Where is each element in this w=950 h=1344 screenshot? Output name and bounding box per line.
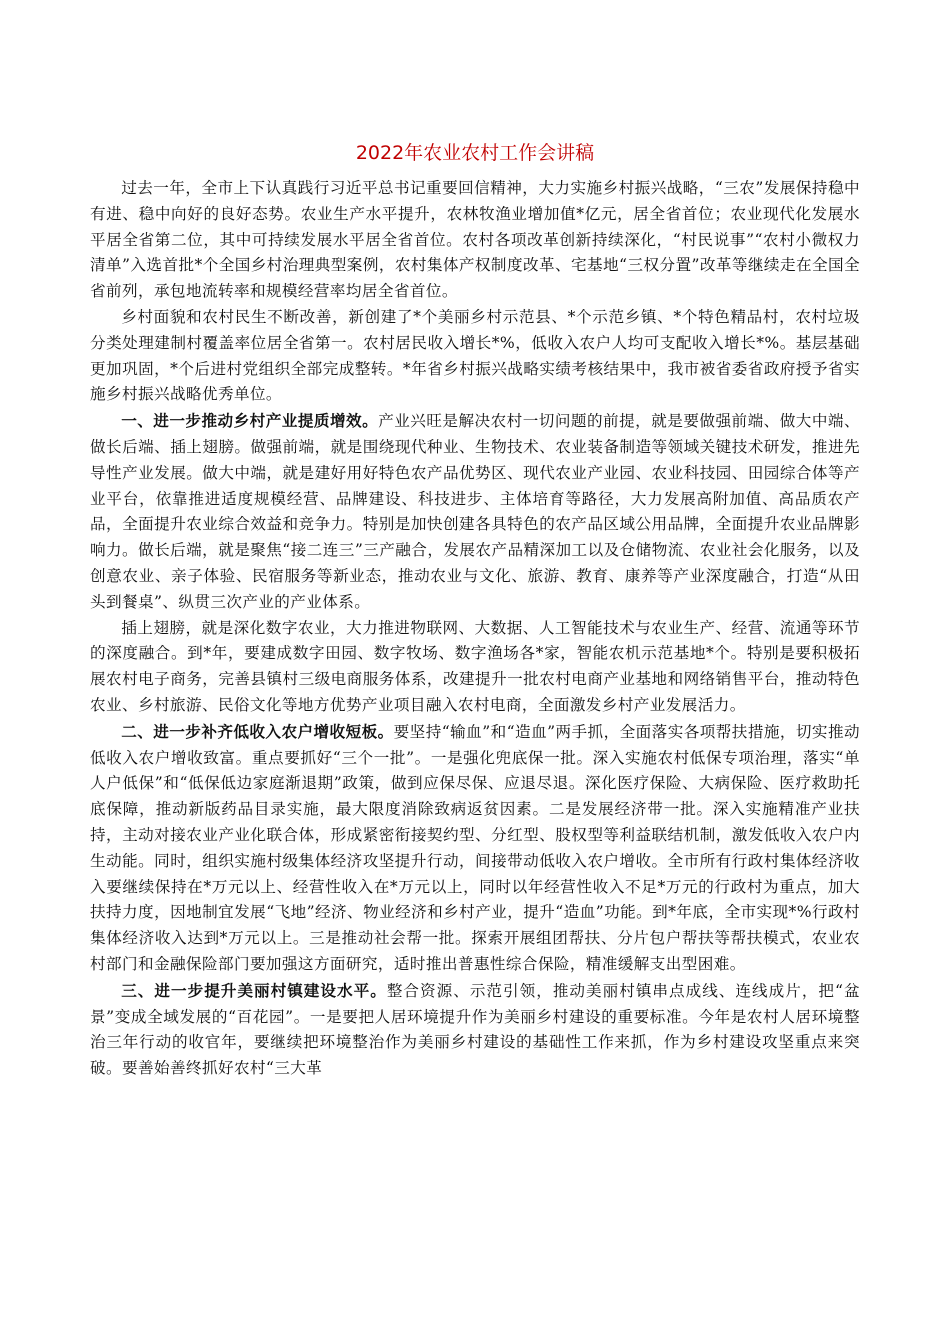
document-page [90, 138, 860, 1082]
paragraph-4-text: 插上翅膀，就是深化数字农业，大力推进物联网、大数据、人工智能技术与农业生产、经营、流通等环节的深度融合。到*年，要建成数字田园、数字牧场、数字渔场各*家，智能农机示范基地*个。特别是要积极拓展农村电子商务，完善县镇村三级电商服务体系，改建提升一批农村电商产业基地和网络销售平台，推动特色农业、乡村旅游、民俗文化等地方优势产业项目融入农村电商，全面激发乡村产业发展活力。 [90, 618, 860, 714]
paragraph-5-text: 要坚持“输血”和“造血”两手抓，全面落实各项帮扶措施，切实推动低收入农户增收致富。重点要抓好“三个一批”。一是强化兜底保一批。深入实施农村低保专项治理，落实“单人户低保”和“低保低边家庭渐退期”政策，做到应保尽保、应退尽退。深化医疗保险、大病保险、医疗救助托底保障，推动新版药品目录实施，最大限度消除致病返贫因素。二是发展经济带一批。深入实施精准产业扶持，主动对接农业产业化联合体，形成紧密衔接契约型、分红型、股权型等利益联结机制，激发低收入农户内生动能。同时，组织实施村级集体经济攻坚提升行动，间接带动低收入农户增收。全市所有行政村集体经济收入要继续保持在*万元以上、经营性收入在*万元以上，同时以年经营性收入不足*万元的行政村为重点，加大扶持力度，因地制宜发展“飞地”经济、物业经济和乡村产业，提升“造血”功能。到*年底，全市实现*%行政村集体经济收入达到*万元以上。三是推动社会帮一批。探索开展组团帮扶、分片包户帮扶等帮扶模式，农业农村部门和金融保险部门要加强这方面研究，适时推出普惠性综合保险，精准缓解支出型困难。 [90, 722, 860, 973]
paragraph-5 [90, 719, 860, 978]
paragraph-1-text: 过去一年，全市上下认真践行习近平总书记重要回信精神，大力实施乡村振兴战略，“三农”发展保持稳中有进、稳中向好的良好态势。农业生产水平提升，农林牧渔业增加值*亿元，居全省首位；农业现代化发展水平居全省第二位，其中可持续发展水平居全省首位。农村各项改革创新持续深化，“村民说事”“农村小微权力清单”入选首批*个全国乡村治理典型案例，农村集体产权制度改革、宅基地“三权分置”改革等继续走在全国全省前列，承包地流转率和规模经营率均居全省首位。 [90, 179, 860, 301]
section-3-heading: 三、进一步提升美丽村镇建设水平。 [121, 980, 387, 1000]
paragraph-3-text: 产业兴旺是解决农村一切问题的前提，就是要做强前端、做大中端、做长后端、插上翅膀。做强前端，就是围绕现代种业、生物技术、农业装备制造等领域关键技术研发，推进先导性产业发展。做大中端，就是建好用好特色农产品优势区、现代农业产业园、农业科技园、田园综合体等产业平台，依靠推进适度规模经营、品牌建设、科技进步、主体培育等路径，大力发展高附加值、高品质农产品，全面提升农业综合效益和竞争力。特别是加快创建各具特色的农产品区域公用品牌，全面提升农业品牌影响力。做长后端，就是聚焦“接二连三”三产融合，发展农产品精深加工以及仓储物流、农业社会化服务，以及创意农业、亲子体验、民宿服务等新业态，推动农业与文化、旅游、教育、康养等产业深度融合，打造“从田头到餐桌”、纵贯三次产业的产业体系。 [90, 412, 860, 611]
paragraph-1 [90, 176, 860, 305]
section-2-heading: 二、进一步补齐低收入农户增收短板。 [121, 721, 394, 741]
paragraph-3 [90, 408, 860, 615]
paragraph-6 [90, 978, 860, 1082]
paragraph-6-text: 整合资源、示范引领，推动美丽村镇串点成线、连线成片，把“盆景”变成全域发展的“百花园”。一是要把人居环境提升作为美丽乡村建设的重要标准。今年是农村人居环境整治三年行动的收官年，要继续把环境整治作为美丽乡村建设的基础性工作来抓，作为乡村建设攻坚重点来突破。要善始善终抓好农村“三大革 [90, 981, 861, 1078]
paragraph-4 [90, 616, 860, 719]
section-1-heading: 一、进一步推动乡村产业提质增效。 [121, 411, 379, 431]
document-title: 2022年农业农村工作会讲稿 [355, 142, 595, 164]
paragraph-2 [90, 305, 860, 408]
paragraph-2-text: 乡村面貌和农村民生不断改善，新创建了*个美丽乡村示范县、*个示范乡镇、*个特色精品村，农村垃圾分类处理建制村覆盖率位居全省第一。农村居民收入增长*%，低收入农户人均可支配收入增长*%。基层基础更加巩固，*个后进村党组织全部完成整转。*年省乡村振兴战略实绩考核结果中，我市被省委省政府授予省实施乡村振兴战略优秀单位。 [90, 307, 860, 404]
